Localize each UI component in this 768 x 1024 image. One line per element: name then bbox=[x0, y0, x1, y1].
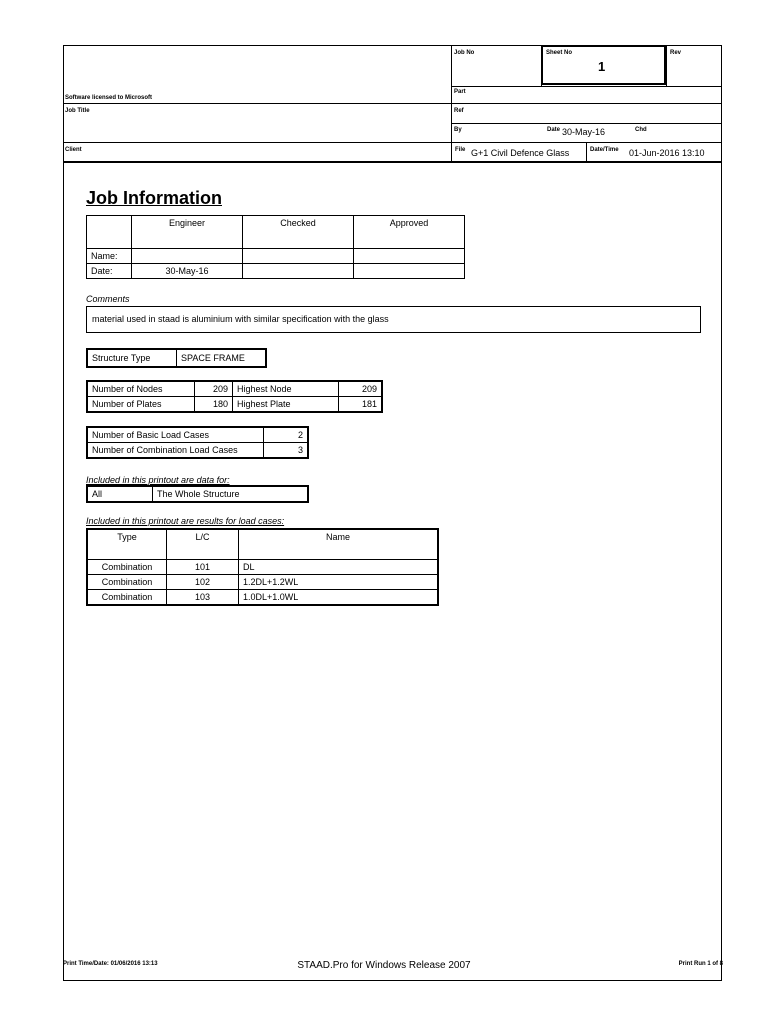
engineer-header: Engineer bbox=[132, 216, 243, 249]
name-header: Name bbox=[239, 529, 439, 560]
table-row bbox=[87, 590, 438, 606]
table-row bbox=[87, 264, 465, 279]
checked-name bbox=[243, 249, 354, 264]
load-case-type: Combination bbox=[87, 560, 167, 575]
load-case-lc: 103 bbox=[167, 590, 239, 606]
program-name: STAAD.Pro for Windows Release 2007 bbox=[297, 960, 471, 971]
header-bottom-rule bbox=[63, 161, 722, 163]
job-no-label: Job No bbox=[454, 50, 475, 56]
job-info-table bbox=[86, 215, 465, 279]
combo-load-value: 3 bbox=[264, 443, 309, 459]
table-row bbox=[87, 381, 382, 397]
load-case-name: DL bbox=[239, 560, 439, 575]
comments-label: Comments bbox=[86, 294, 130, 304]
type-header: Type bbox=[87, 529, 167, 560]
nodes-label: Number of Nodes bbox=[87, 381, 195, 397]
data-for-label: Included in this printout are data for: bbox=[86, 475, 230, 485]
comments-text: material used in staad is aluminium with similar specification with the glass bbox=[92, 314, 389, 324]
page-bottom-border bbox=[63, 980, 722, 981]
print-run: Print Run 1 of 8 bbox=[678, 961, 723, 967]
highest-node-label: Highest Node bbox=[233, 381, 339, 397]
data-scope: All bbox=[87, 486, 153, 502]
approved-name bbox=[354, 249, 465, 264]
counts-table bbox=[86, 380, 383, 413]
print-time-date: Print Time/Date: 01/06/2016 13:13 bbox=[63, 961, 158, 967]
highest-plate-value: 181 bbox=[339, 397, 383, 413]
approved-header: Approved bbox=[354, 216, 465, 249]
approved-date bbox=[354, 264, 465, 279]
file-value: G+1 Civil Defence Glass bbox=[471, 148, 570, 158]
table-row bbox=[87, 575, 438, 590]
table-row bbox=[87, 249, 465, 264]
engineer-date: 30-May-16 bbox=[132, 264, 243, 279]
licensee-text: Software licensed to Microsoft bbox=[65, 95, 153, 101]
job-title-label: Job Title bbox=[65, 108, 90, 114]
lc-header: L/C bbox=[167, 529, 239, 560]
checked-header: Checked bbox=[243, 216, 354, 249]
load-case-name: 1.0DL+1.0WL bbox=[239, 590, 439, 606]
table-row bbox=[87, 560, 438, 575]
file-label: File bbox=[455, 147, 466, 153]
client-label: Client bbox=[65, 147, 82, 153]
chd-label: Chd bbox=[635, 127, 647, 133]
load-case-type: Combination bbox=[87, 575, 167, 590]
highest-plate-label: Highest Plate bbox=[233, 397, 339, 413]
results-for-label: Included in this printout are results for load cases: bbox=[86, 516, 285, 526]
load-case-type: Combination bbox=[87, 590, 167, 606]
rev-label: Rev bbox=[670, 50, 682, 56]
engineer-name bbox=[132, 249, 243, 264]
basic-load-value: 2 bbox=[264, 427, 309, 443]
sheet-no-value: 1 bbox=[598, 59, 606, 74]
highest-node-value: 209 bbox=[339, 381, 383, 397]
combo-load-label: Number of Combination Load Cases bbox=[87, 443, 264, 459]
table-row bbox=[87, 486, 308, 502]
structure-type-label: Structure Type bbox=[87, 349, 177, 367]
date-label: Date bbox=[547, 127, 561, 133]
load-counts-table bbox=[86, 426, 309, 459]
date-value: 30-May-16 bbox=[562, 127, 606, 137]
datetime-label: Date/Time bbox=[590, 147, 619, 153]
datetime-value: 01-Jun-2016 13:10 bbox=[629, 148, 705, 158]
structure-type-table bbox=[86, 348, 267, 368]
data-description: The Whole Structure bbox=[153, 486, 309, 502]
ref-label: Ref bbox=[454, 108, 464, 114]
page-left-border bbox=[63, 45, 64, 980]
plates-label: Number of Plates bbox=[87, 397, 195, 413]
table-row bbox=[87, 427, 308, 443]
plates-value: 180 bbox=[195, 397, 233, 413]
load-case-name: 1.2DL+1.2WL bbox=[239, 575, 439, 590]
row-label: Name: bbox=[87, 249, 132, 264]
load-case-lc: 101 bbox=[167, 560, 239, 575]
job-info-corner-cell bbox=[87, 216, 132, 249]
page-right-border bbox=[721, 45, 722, 980]
comments-box bbox=[86, 306, 701, 333]
load-cases-table bbox=[86, 528, 439, 606]
nodes-value: 209 bbox=[195, 381, 233, 397]
sheet-no-label: Sheet No bbox=[546, 50, 573, 56]
basic-load-label: Number of Basic Load Cases bbox=[87, 427, 264, 443]
row-label: Date: bbox=[87, 264, 132, 279]
load-case-lc: 102 bbox=[167, 575, 239, 590]
table-row bbox=[87, 443, 308, 459]
table-header-row bbox=[87, 529, 438, 560]
data-for-table bbox=[86, 485, 309, 503]
part-label: Part bbox=[454, 89, 466, 95]
structure-type-value: SPACE FRAME bbox=[177, 349, 267, 367]
checked-date bbox=[243, 264, 354, 279]
job-info-title: Job Information bbox=[86, 188, 222, 208]
table-row bbox=[87, 397, 382, 413]
by-label: By bbox=[454, 127, 462, 133]
table-header-row bbox=[87, 216, 465, 249]
